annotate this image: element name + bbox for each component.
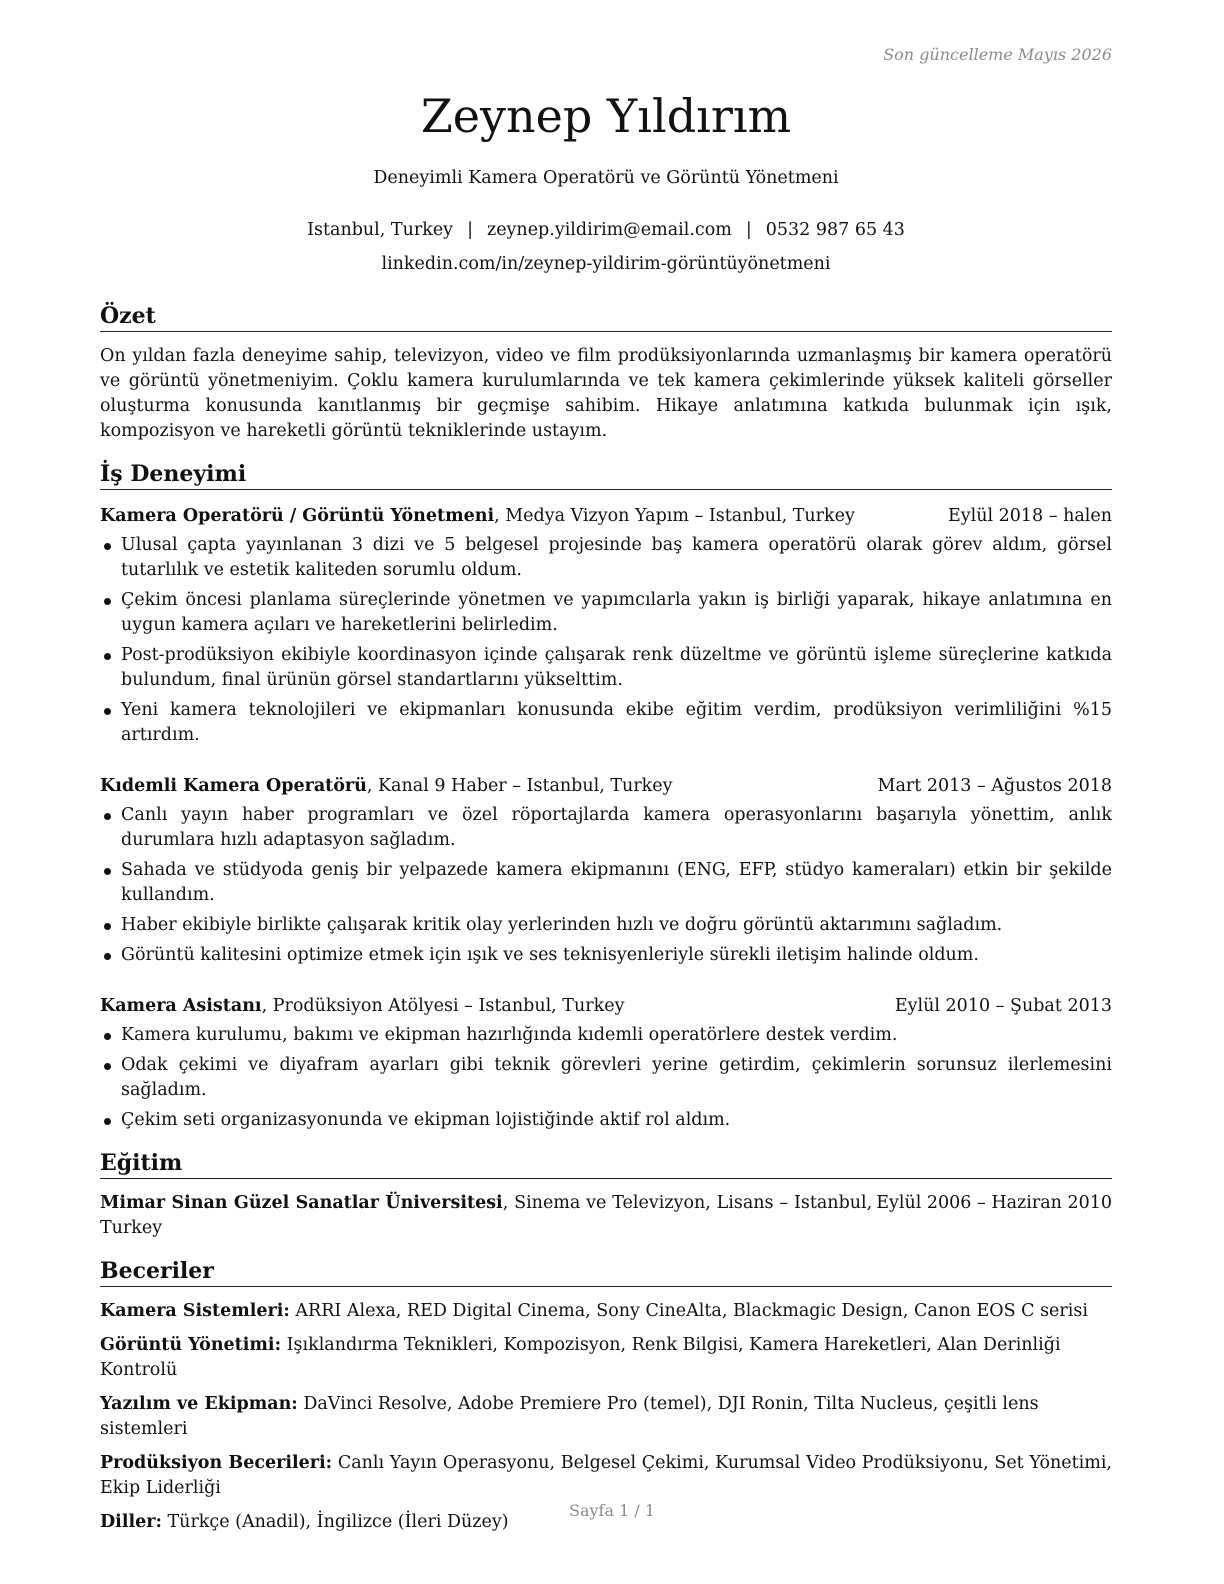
- job-bullets: [100, 533, 1112, 748]
- skill-row: [100, 1392, 1112, 1442]
- bullet-item: Sahada ve stüdyoda geniş bir yelpazede kamera ekipmanını (ENG, EFP, stüdyo kameraları) etkin bir şekilde kullandım.: [100, 858, 1112, 908]
- skill-label: Görüntü Yönetimi:: [100, 1335, 282, 1355]
- bullet-item: Odak çekimi ve diyafram ayarları gibi teknik görevleri yerine getirdim, çekimlerin sorunsuz ilerlemesini sağladım.: [100, 1053, 1112, 1103]
- job-company: , Prodüksiyon Atölyesi – Istanbul, Turkey: [261, 996, 625, 1016]
- bullet-item: Canlı yayın haber programları ve özel röportajlarda kamera operasyonlarını başarıyla yönettim, anlık durumlara hızlı adaptasyon sağladım.: [100, 803, 1112, 853]
- job-role: Kıdemli Kamera Operatörü: [100, 776, 367, 796]
- skills-heading: Beceriler: [100, 1257, 1112, 1287]
- skill-value: Canlı Yayın Operasyonu, Belgesel Çekimi, Kurumsal Video Prodüksiyonu, Set Yönetimi, Ekip Liderliği: [100, 1453, 1112, 1498]
- skill-row: [100, 1451, 1112, 1501]
- contact-line: [100, 218, 1112, 242]
- summary-heading: Özet: [100, 302, 1112, 332]
- bullet-item: Haber ekibiyle birlikte çalışarak kritik olay yerlerinden hızlı ve doğru görüntü aktarımını sağladım.: [100, 913, 1112, 938]
- skill-value: DaVinci Resolve, Adobe Premiere Pro (temel), DJI Ronin, Tilta Nucleus, çeşitli lens sistemleri: [100, 1394, 1039, 1439]
- job-role: Kamera Operatörü / Görüntü Yönetmeni: [100, 506, 495, 526]
- job-header: [100, 774, 1112, 799]
- job-role-company: [100, 774, 673, 799]
- education-text: [100, 1191, 872, 1241]
- job-role: Kamera Asistanı: [100, 996, 262, 1016]
- job-subtitle: Deneyimli Kamera Operatörü ve Görüntü Yönetmeni: [373, 168, 839, 188]
- bullet-item: Kamera kurulumu, bakımı ve ekipman hazırlığında kıdemli operatörlere destek verdim.: [100, 1023, 1112, 1048]
- experience-heading: İş Deneyimi: [100, 460, 1112, 490]
- summary-text: On yıldan fazla deneyime sahip, televizyon, video ve film prodüksiyonlarında uzmanlaşmış bir kamera operatörü ve görüntü yönetmeniyim. Çoklu kamera kurulumlarında ve tek kamera çekimlerinde yüksek kaliteli görseller oluşturma konusunda kanıtlanmış bir geçmişe sahibim. Hikaye anlatımına katkıda bulunmak için ışık, kompozisyon ve hareketli görüntü tekniklerinde ustayım.: [100, 346, 1112, 441]
- skill-value: Işıklandırma Teknikleri, Kompozisyon, Renk Bilgisi, Kamera Hareketleri, Alan Derinliği Kontrolü: [100, 1335, 1061, 1380]
- education-entry: [100, 1191, 1112, 1241]
- skill-value: ARRI Alexa, RED Digital Cinema, Sony CineAlta, Blackmagic Design, Canon EOS C serisi: [289, 1301, 1088, 1321]
- bullet-item: Post-prodüksiyon ekibiyle koordinasyon içinde çalışarak renk düzeltme ve görüntü işleme süreçlerine katkıda bulundum, final ürünün görsel standartlarını yükselttim.: [100, 643, 1112, 693]
- skill-label: Diller:: [100, 1512, 162, 1532]
- job-role-company: [100, 504, 855, 529]
- linkedin-link[interactable]: linkedin.com/in/zeynep-yildirim-görüntüyönetmeni: [381, 254, 831, 274]
- job-entry: [100, 994, 1112, 1133]
- bullet-item: Ulusal çapta yayınlanan 3 dizi ve 5 belgesel projesinde baş kamera operatörü olarak görev aldım, görsel tutarlılık ve estetik kaliteden sorumlu oldum.: [100, 533, 1112, 583]
- school-name: Mimar Sinan Güzel Sanatlar Üniversitesi: [100, 1193, 503, 1213]
- phone-number: 0532 987 65 43: [765, 220, 905, 240]
- job-company: , Kanal 9 Haber – Istanbul, Turkey: [366, 776, 673, 796]
- skill-row: [100, 1299, 1112, 1324]
- job-dates: Eylül 2010 – Şubat 2013: [894, 996, 1112, 1016]
- contact-separator: |: [467, 220, 473, 240]
- education-dates: Eylül 2006 – Haziran 2010: [876, 1193, 1112, 1213]
- job-dates: Eylül 2018 – halen: [947, 506, 1112, 526]
- job-header: [100, 994, 1112, 1019]
- skill-label: Yazılım ve Ekipman:: [100, 1394, 298, 1414]
- last-updated: Son güncelleme Mayıs 2026: [883, 45, 1112, 64]
- email-link[interactable]: zeynep.yildirim@email.com: [486, 220, 732, 240]
- skill-row: [100, 1333, 1112, 1383]
- contact-separator: |: [745, 220, 752, 240]
- skill-value: Türkçe (Anadil), İngilizce (İleri Düzey): [161, 1512, 509, 1532]
- job-bullets: [100, 803, 1112, 968]
- skill-label: Kamera Sistemleri:: [100, 1301, 290, 1321]
- job-entry: [100, 504, 1112, 748]
- education-details: , Sinema ve Televizyon, Lisans – Istanbul, Turkey: [100, 1193, 873, 1238]
- job-company: , Medya Vizyon Yapım – Istanbul, Turkey: [494, 506, 855, 526]
- job-header: [100, 504, 1112, 529]
- person-name: Zeynep Yıldırım: [420, 89, 792, 143]
- bullet-item: Çekim öncesi planlama süreçlerinde yönetmen ve yapımcılarla yakın iş birliği yaparak, hikaye anlatımına en uygun kamera açıları ve hareketlerini belirledim.: [100, 588, 1112, 638]
- page-number: Sayfa 1 / 1: [568, 1501, 655, 1520]
- job-entry: [100, 774, 1112, 968]
- bullet-item: Çekim seti organizasyonunda ve ekipman lojistiğinde aktif rol aldım.: [100, 1108, 1112, 1133]
- skill-label: Prodüksiyon Becerileri:: [100, 1453, 333, 1473]
- bullet-item: Görüntü kalitesini optimize etmek için ışık ve ses teknisyenleriyle sürekli iletişim halinde oldum.: [100, 943, 1112, 968]
- job-bullets: [100, 1023, 1112, 1133]
- education-heading: Eğitim: [100, 1149, 1112, 1179]
- location: Istanbul, Turkey: [307, 220, 454, 240]
- bullet-item: Yeni kamera teknolojileri ve ekipmanları konusunda ekibe eğitim verdim, prodüksiyon verimliliğini %15 artırdım.: [100, 698, 1112, 748]
- job-role-company: [100, 994, 624, 1019]
- job-dates: Mart 2013 – Ağustos 2018: [877, 776, 1112, 796]
